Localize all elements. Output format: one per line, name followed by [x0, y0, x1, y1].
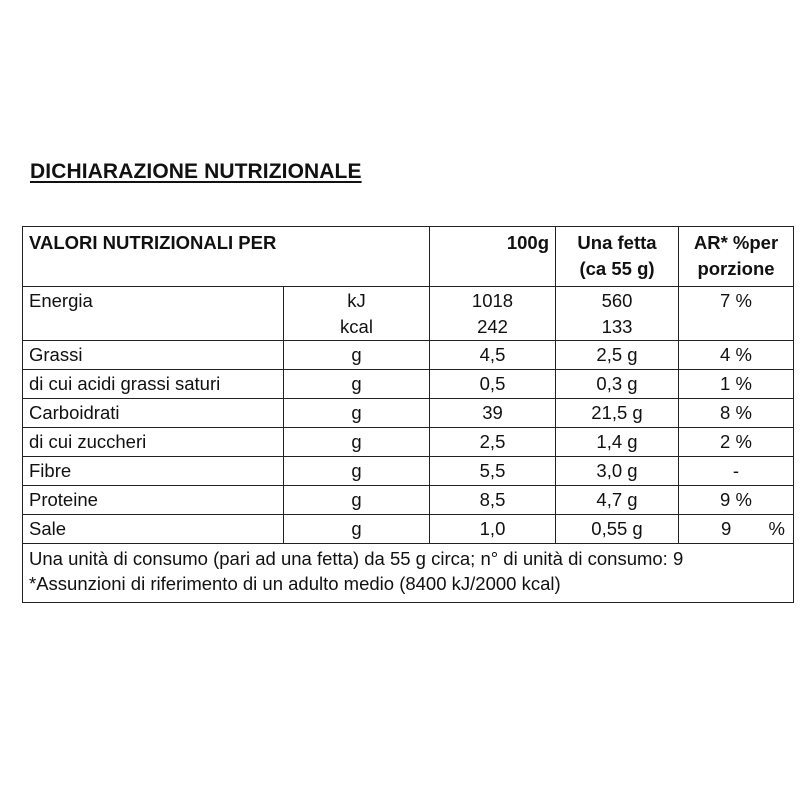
nutrient-name: Fibre	[23, 457, 284, 486]
nutrient-name: Sale	[23, 515, 284, 544]
header-per-slice-line2: (ca 55 g)	[579, 258, 655, 279]
reference-intake-note: *Assunzioni di riferimento di un adulto medio (8400 kJ/2000 kcal)	[29, 573, 561, 594]
header-per-100g: 100g	[430, 227, 556, 287]
energy-per100-kj: 1018	[471, 290, 514, 311]
nutrient-per-100g: 8,5	[430, 486, 556, 515]
nutrient-ar: 8 %	[679, 399, 794, 428]
nutrient-per-slice: 21,5 g	[556, 399, 679, 428]
header-ar-percent	[679, 227, 794, 287]
salt-ar-sign: %	[768, 518, 785, 539]
nutrient-ar: 2 %	[679, 428, 794, 457]
nutrient-name: di cui acidi grassi saturi	[23, 370, 284, 399]
header-ar-line2: porzione	[697, 258, 775, 279]
document-title: DICHIARAZIONE NUTRIZIONALE	[30, 160, 362, 183]
nutrient-per-slice: 2,5 g	[556, 341, 679, 370]
table-row	[23, 486, 794, 515]
nutrient-name: Carboidrati	[23, 399, 284, 428]
energy-per-slice	[556, 287, 679, 341]
energy-name: Energia	[23, 287, 284, 341]
table-row	[23, 515, 794, 544]
nutrient-unit: g	[284, 399, 430, 428]
energy-ar: 7 %	[679, 287, 794, 341]
energy-per-100g	[430, 287, 556, 341]
nutrient-per-100g: 39	[430, 399, 556, 428]
nutrient-unit: g	[284, 515, 430, 544]
nutrient-unit: g	[284, 341, 430, 370]
nutrient-unit: g	[284, 370, 430, 399]
nutrition-table	[22, 226, 794, 603]
energy-per100-kcal: 242	[477, 316, 508, 337]
table-row	[23, 457, 794, 486]
nutrient-unit: g	[284, 486, 430, 515]
nutrient-per-100g: 2,5	[430, 428, 556, 457]
header-ar-line1: AR* %per	[693, 232, 779, 253]
table-row	[23, 370, 794, 399]
nutrient-per-100g: 0,5	[430, 370, 556, 399]
nutrient-per-slice: 0,3 g	[556, 370, 679, 399]
nutrient-ar: -	[679, 457, 794, 486]
salt-ar-wrapper	[685, 516, 787, 542]
nutrient-per-100g: 5,5	[430, 457, 556, 486]
nutrient-unit: g	[284, 428, 430, 457]
energy-units	[284, 287, 430, 341]
table-row	[23, 399, 794, 428]
nutrient-per-slice: 0,55 g	[556, 515, 679, 544]
header-per-slice	[556, 227, 679, 287]
energy-slice-kj: 560	[601, 290, 633, 311]
energy-unit-kcal: kcal	[340, 316, 373, 337]
nutrient-name: Grassi	[23, 341, 284, 370]
table-row	[23, 428, 794, 457]
nutrient-ar: 1 %	[679, 370, 794, 399]
nutrient-ar: 4 %	[679, 341, 794, 370]
salt-ar-value: 9	[721, 518, 732, 539]
footer-row	[23, 544, 794, 603]
nutrient-per-100g: 4,5	[430, 341, 556, 370]
table-footer	[23, 544, 794, 603]
table-header-row	[23, 227, 794, 287]
header-nutrition-values: VALORI NUTRIZIONALI PER	[23, 227, 430, 287]
nutrient-per-slice: 1,4 g	[556, 428, 679, 457]
table-row	[23, 341, 794, 370]
nutrient-name: di cui zuccheri	[23, 428, 284, 457]
nutrient-ar: 9 %	[679, 486, 794, 515]
serving-note: Una unità di consumo (pari ad una fetta) da 55 g circa; n° di unità di consumo: 9	[29, 548, 684, 569]
nutrient-name: Proteine	[23, 486, 284, 515]
nutrient-ar	[679, 515, 794, 544]
nutrient-per-100g: 1,0	[430, 515, 556, 544]
energy-slice-kcal: 133	[601, 316, 633, 337]
nutrient-unit: g	[284, 457, 430, 486]
energy-row	[23, 287, 794, 341]
header-per-slice-line1: Una fetta	[577, 232, 657, 253]
nutrient-per-slice: 3,0 g	[556, 457, 679, 486]
nutrient-per-slice: 4,7 g	[556, 486, 679, 515]
energy-unit-kj: kJ	[347, 290, 366, 311]
